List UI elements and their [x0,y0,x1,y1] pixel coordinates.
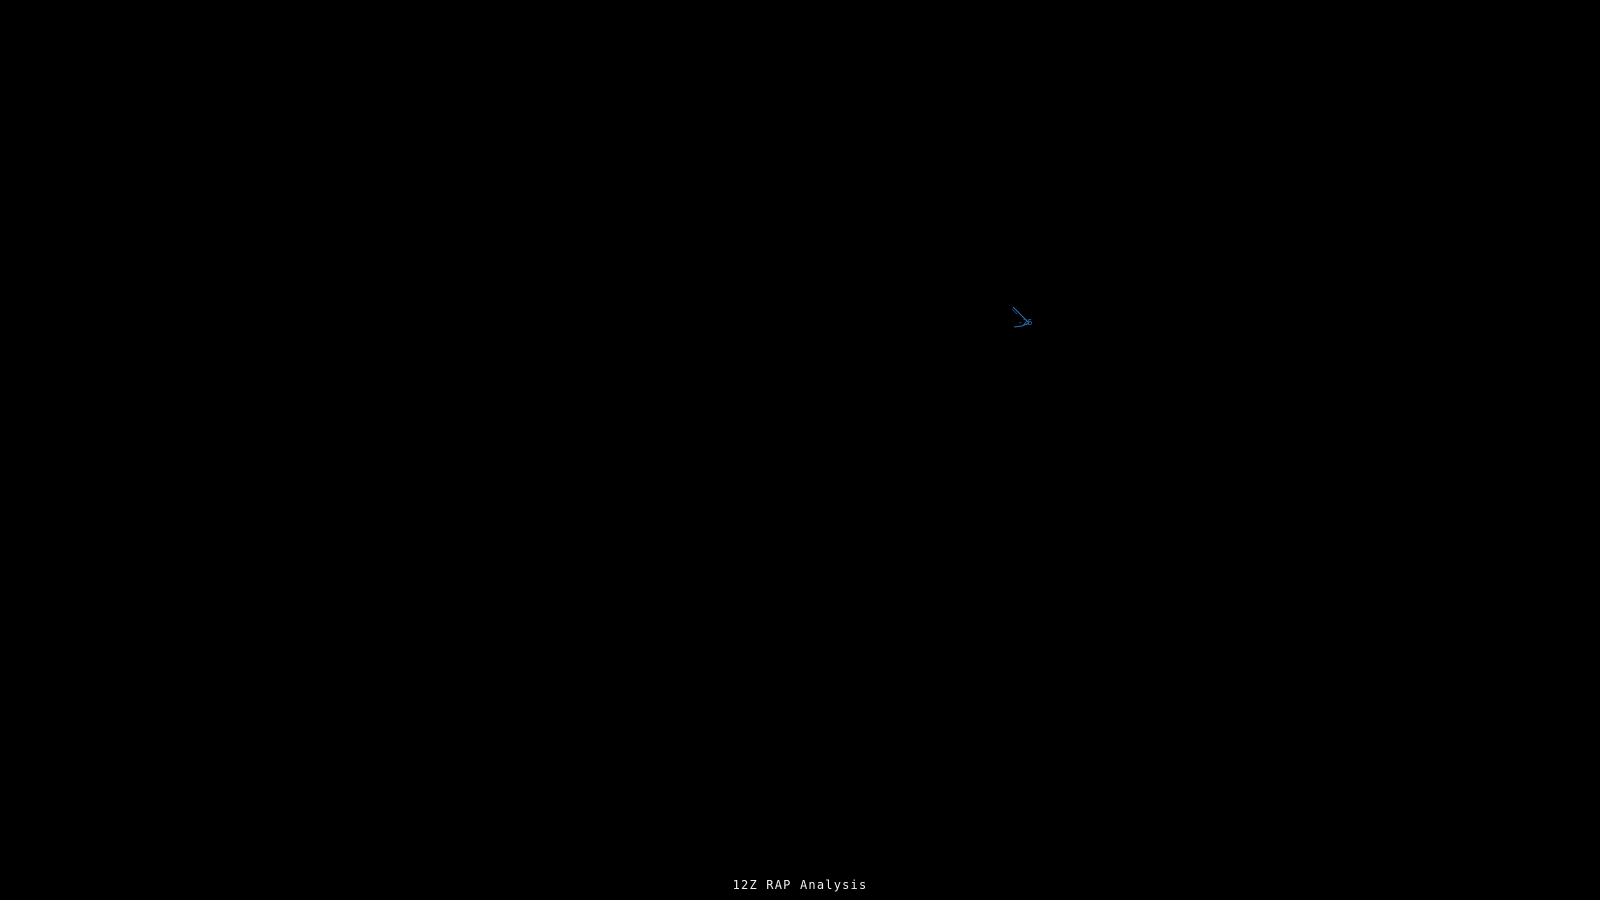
contour-value-label: -25 [1018,318,1033,327]
chart-title: 12Z RAP Analysis [732,878,868,892]
